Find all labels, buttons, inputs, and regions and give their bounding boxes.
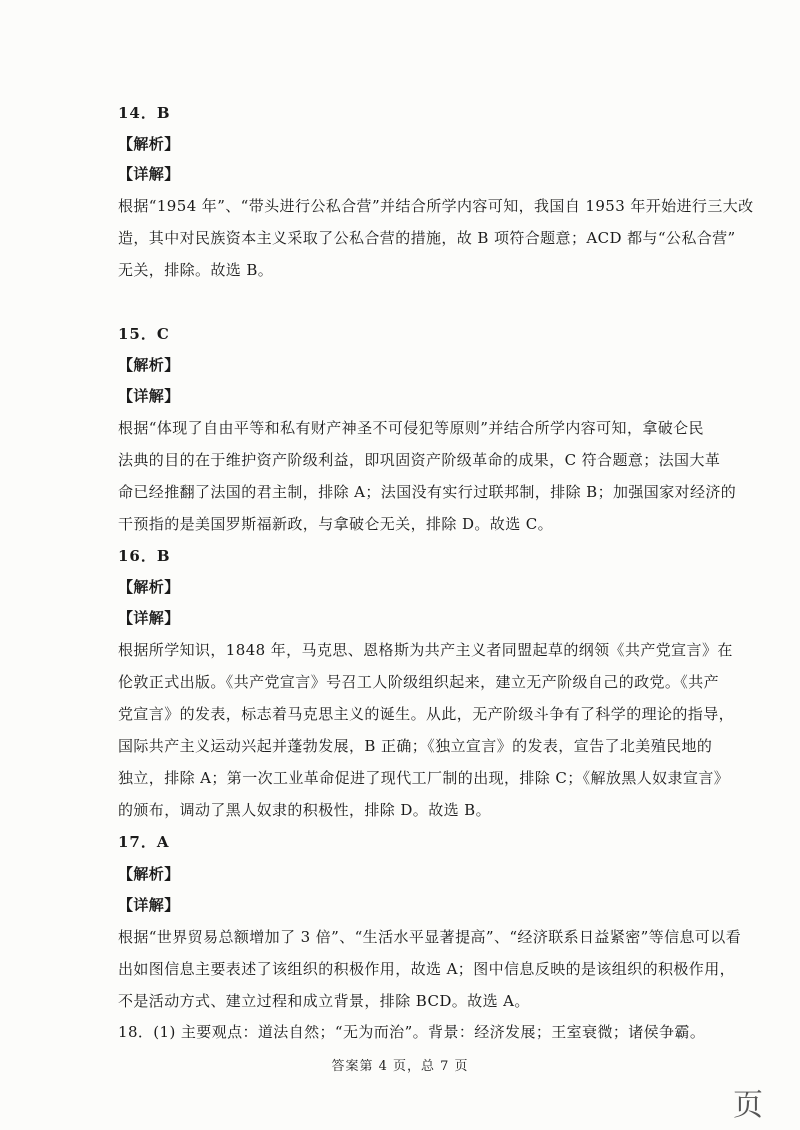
q16-text-line: 国际共产主义运动兴起并蓬勃发展，B 正确；《独立宣言》的发表，宣告了北美殖民地的 bbox=[118, 737, 713, 755]
detail-label: 【详解】 bbox=[118, 896, 180, 914]
detail-label: 【详解】 bbox=[118, 609, 180, 627]
analysis-label: 【解析】 bbox=[118, 356, 180, 374]
question-14-answer: 14．B bbox=[118, 104, 171, 122]
question-15-answer: 15．C bbox=[118, 325, 170, 343]
q14-text-line: 根据“1954 年”、“带头进行公私合营”并结合所学内容可知，我国自 1953 年开始进行三大改 bbox=[118, 197, 754, 215]
question-17-answer: 17．A bbox=[118, 833, 170, 851]
q16-text-line: 的颁布，调动了黑人奴隶的积极性，排除 D。故选 B。 bbox=[118, 801, 491, 819]
analysis-label: 【解析】 bbox=[118, 578, 180, 596]
q16-text-line: 独立，排除 A；第一次工业革命促进了现代工厂制的出现，排除 C；《解放黑人奴隶宣言》 bbox=[118, 769, 730, 787]
q16-text-line: 根据所学知识，1848 年，马克思、恩格斯为共产主义者同盟起草的纲领《共产党宣言》在 bbox=[118, 641, 733, 659]
detail-label: 【详解】 bbox=[118, 165, 180, 183]
page-footer: 答案第 4 页，总 7 页 bbox=[331, 1059, 469, 1074]
q15-text-line: 干预指的是美国罗斯福新政，与拿破仑无关，排除 D。故选 C。 bbox=[118, 515, 554, 533]
detail-label: 【详解】 bbox=[118, 387, 180, 405]
q17-text-line: 不是活动方式、建立过程和成立背景，排除 BCD。故选 A。 bbox=[118, 992, 530, 1010]
q16-text-line: 党宣言》的发表，标志着马克思主义的诞生。从此，无产阶级斗争有了科学的理论的指导， bbox=[118, 705, 735, 723]
q14-text-line: 无关，排除。故选 B。 bbox=[118, 261, 274, 279]
analysis-label: 【解析】 bbox=[118, 135, 180, 153]
corner-glyph: 页 bbox=[733, 1088, 763, 1123]
q17-text-line: 根据“世界贸易总额增加了 3 倍”、“生活水平显著提高”、“经济联系日益紧密”等信息可以看 bbox=[118, 928, 742, 946]
q15-text-line: 法典的目的在于维护资产阶级利益，即巩固资产阶级革命的成果，C 符合题意；法国大革 bbox=[118, 451, 721, 469]
question-18-answer: 18．(1) 主要观点：道法自然；“无为而治”。背景：经济发展；王室衰微；诸侯争霸。 bbox=[118, 1023, 706, 1041]
q16-text-line: 伦敦正式出版。《共产党宣言》号召工人阶级组织起来，建立无产阶级自己的政党。《共产 bbox=[118, 673, 720, 691]
q15-text-line: 根据“体现了自由平等和私有财产神圣不可侵犯等原则”并结合所学内容可知，拿破仑民 bbox=[118, 419, 704, 437]
question-16-answer: 16．B bbox=[118, 547, 171, 565]
q17-text-line: 出如图信息主要表述了该组织的积极作用，故选 A；图中信息反映的是该组织的积极作用， bbox=[118, 960, 736, 978]
q15-text-line: 命已经推翻了法国的君主制，排除 A；法国没有实行过联邦制，排除 B；加强国家对经济的 bbox=[118, 483, 737, 501]
analysis-label: 【解析】 bbox=[118, 865, 180, 883]
q14-text-line: 造，其中对民族资本主义采取了公私合营的措施，故 B 项符合题意；ACD 都与“公私合营” bbox=[118, 229, 736, 247]
